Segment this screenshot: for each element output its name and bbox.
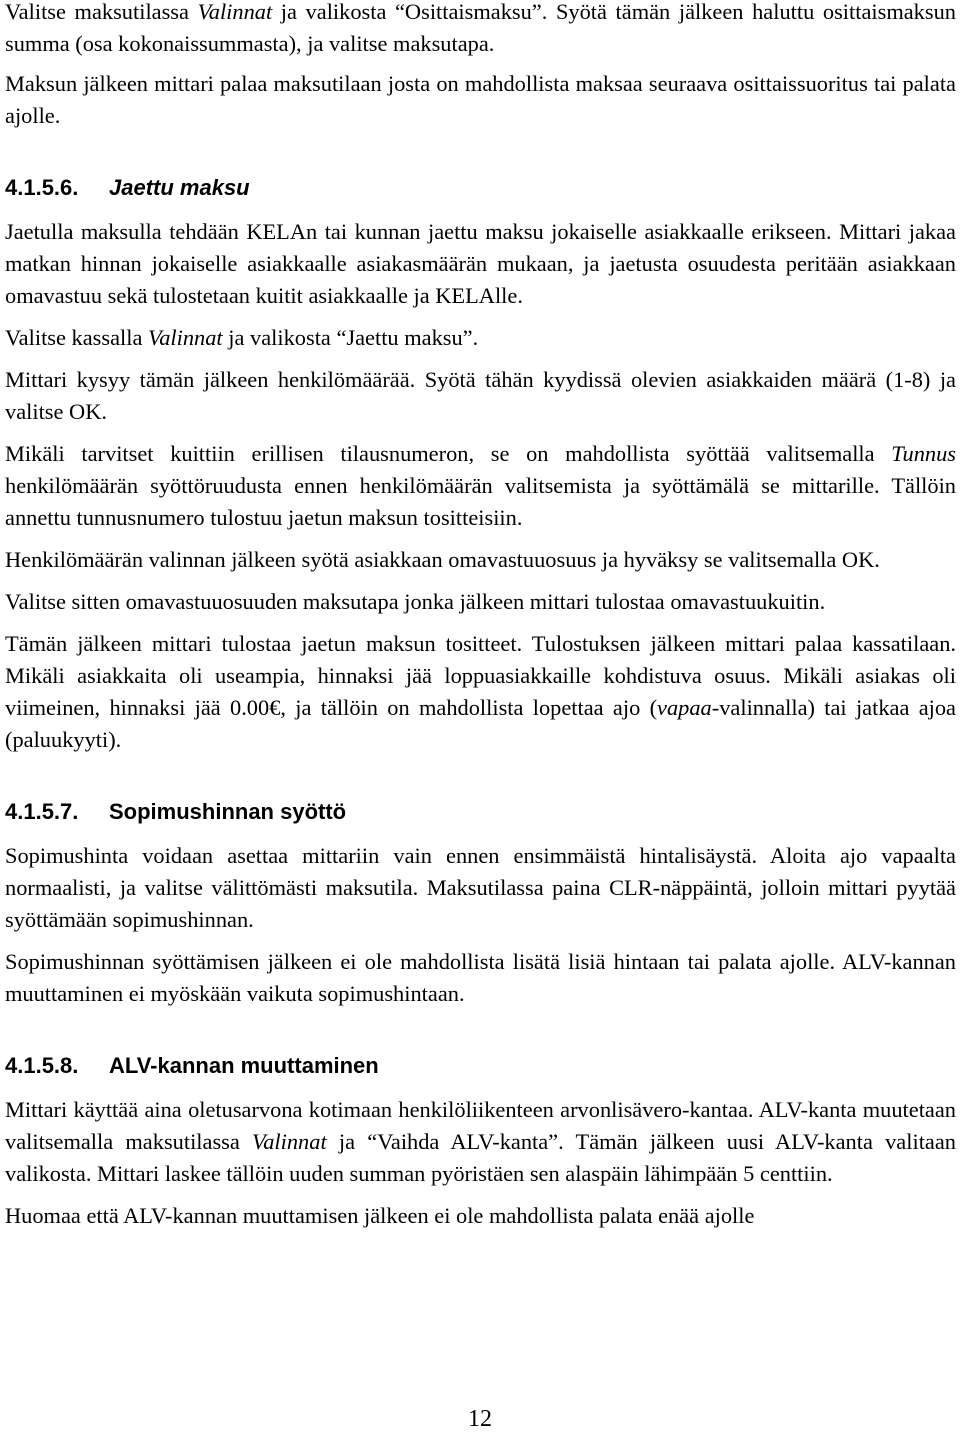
section-number: 4.1.5.8.	[5, 1053, 79, 1078]
text-run: ja valikosta “Osittaismaksu”. Syötä tämän jälkeen haluttu osittaismaksun summa (osa kokonaissummasta), ja valitse maksutapa.	[5, 0, 956, 56]
italic-term: Valinnat	[252, 1129, 327, 1154]
italic-term: Tunnus	[891, 441, 956, 466]
section-number: 4.1.5.7.	[5, 799, 79, 824]
italic-term: Valinnat	[197, 0, 273, 24]
jaettu-paragraph-4	[5, 438, 956, 534]
sopimus-paragraph-2: Sopimushinnan syöttämisen jälkeen ei ole mahdollista lisätä lisiä hintaan tai palata ajolle. ALV-kannan muuttaminen ei myöskään vaikuta sopimushintaan.	[5, 949, 956, 1006]
section-heading-4158	[5, 1050, 956, 1082]
text-run: henkilömäärän syöttöruudusta ennen henkilömäärän valitsemista ja syöttämälä se mittarille. Tällöin annettu tunnusnumero tulostuu jaetun maksun tositteisiin.	[5, 473, 956, 530]
intro-paragraph-1	[5, 0, 956, 60]
jaettu-paragraph-3: Mittari kysyy tämän jälkeen henkilömäärää. Syötä tähän kyydissä olevien asiakkaiden määrä (1-8) ja valitse OK.	[5, 367, 956, 424]
italic-term: vapaa	[657, 695, 712, 720]
italic-term: Valinnat	[148, 325, 223, 350]
section-title: ALV-kannan muuttaminen	[109, 1053, 379, 1078]
sopimus-paragraph-1: Sopimushinta voidaan asettaa mittariin vain ennen ensimmäistä hintalisäystä. Aloita ajo vapaalta normaalisti, ja valitse välittömästi maksutila. Maksutilassa paina CLR-näppäintä, jolloin mittari pyytää syöttämään sopimushinnan.	[5, 843, 956, 932]
document-page	[5, 0, 956, 1232]
jaettu-paragraph-1: Jaetulla maksulla tehdään KELAn tai kunnan jaettu maksu jokaiselle asiakkaalle erikseen. Mittari jakaa matkan hinnan jokaiselle asiakkaalle asiakasmäärän mukaan, ja jaetusta osuudesta peritään asiakkaan omavastuu sekä tulostetaan kuitit asiakkaalle ja KELAlle.	[5, 219, 956, 308]
text-run: -valinnalla) tai jatkaa ajoa (paluukyyti).	[5, 695, 956, 752]
text-run: Mikäli tarvitset kuittiin erillisen tilausnumeron, se on mahdollista syöttää valitsemalla	[5, 441, 892, 466]
jaettu-paragraph-7	[5, 628, 956, 756]
section-title: Jaettu maksu	[109, 175, 250, 200]
section-heading-4157	[5, 796, 956, 828]
jaettu-paragraph-5: Henkilömäärän valinnan jälkeen syötä asiakkaan omavastuuosuus ja hyväksy se valitsemalla OK.	[5, 547, 880, 572]
section-heading-4156	[5, 172, 956, 204]
text-run: ja “Vaihda ALV-kanta”. Tämän jälkeen uusi ALV-kanta valitaan valikosta. Mittari laskee tällöin uuden summan pyöristäen sen alaspäin lähimpään 5 centtiin.	[5, 1129, 956, 1186]
text-run: ja valikosta “Jaettu maksu”.	[222, 325, 479, 350]
alv-paragraph-2: Huomaa että ALV-kannan muuttamisen jälkeen ei ole mahdollista palata enää ajolle	[5, 1203, 755, 1228]
jaettu-paragraph-6: Valitse sitten omavastuuosuuden maksutapa jonka jälkeen mittari tulostaa omavastuukuitin.	[5, 589, 826, 614]
text-run: Valitse maksutilassa	[5, 0, 198, 24]
jaettu-paragraph-2	[5, 322, 956, 354]
section-number: 4.1.5.6.	[5, 175, 79, 200]
intro-paragraph-2: Maksun jälkeen mittari palaa maksutilaan josta on mahdollista maksaa seuraava osittaissuoritus tai palata ajolle.	[5, 71, 956, 128]
page-number: 12	[468, 1406, 492, 1432]
text-run: Tämän jälkeen mittari tulostaa jaetun maksun tositteet. Tulostuksen jälkeen mittari palaa kassatilaan. Mikäli asiakkaita oli useampia, hinnaksi jää loppuasiakkaille kohdistuva osuus. Mikäli asiakas oli viimeinen, hinnaksi jää 0.00€, ja tällöin on mahdollista lopettaa ajo (	[5, 631, 956, 720]
alv-paragraph-1	[5, 1094, 956, 1190]
section-title: Sopimushinnan syöttö	[109, 799, 347, 824]
text-run: Mittari käyttää aina oletusarvona kotimaan henkilöliikenteen arvonlisävero-kantaa. ALV-kanta muutetaan valitsemalla maksutilassa	[5, 1097, 956, 1154]
text-run: Valitse kassalla	[5, 325, 149, 350]
